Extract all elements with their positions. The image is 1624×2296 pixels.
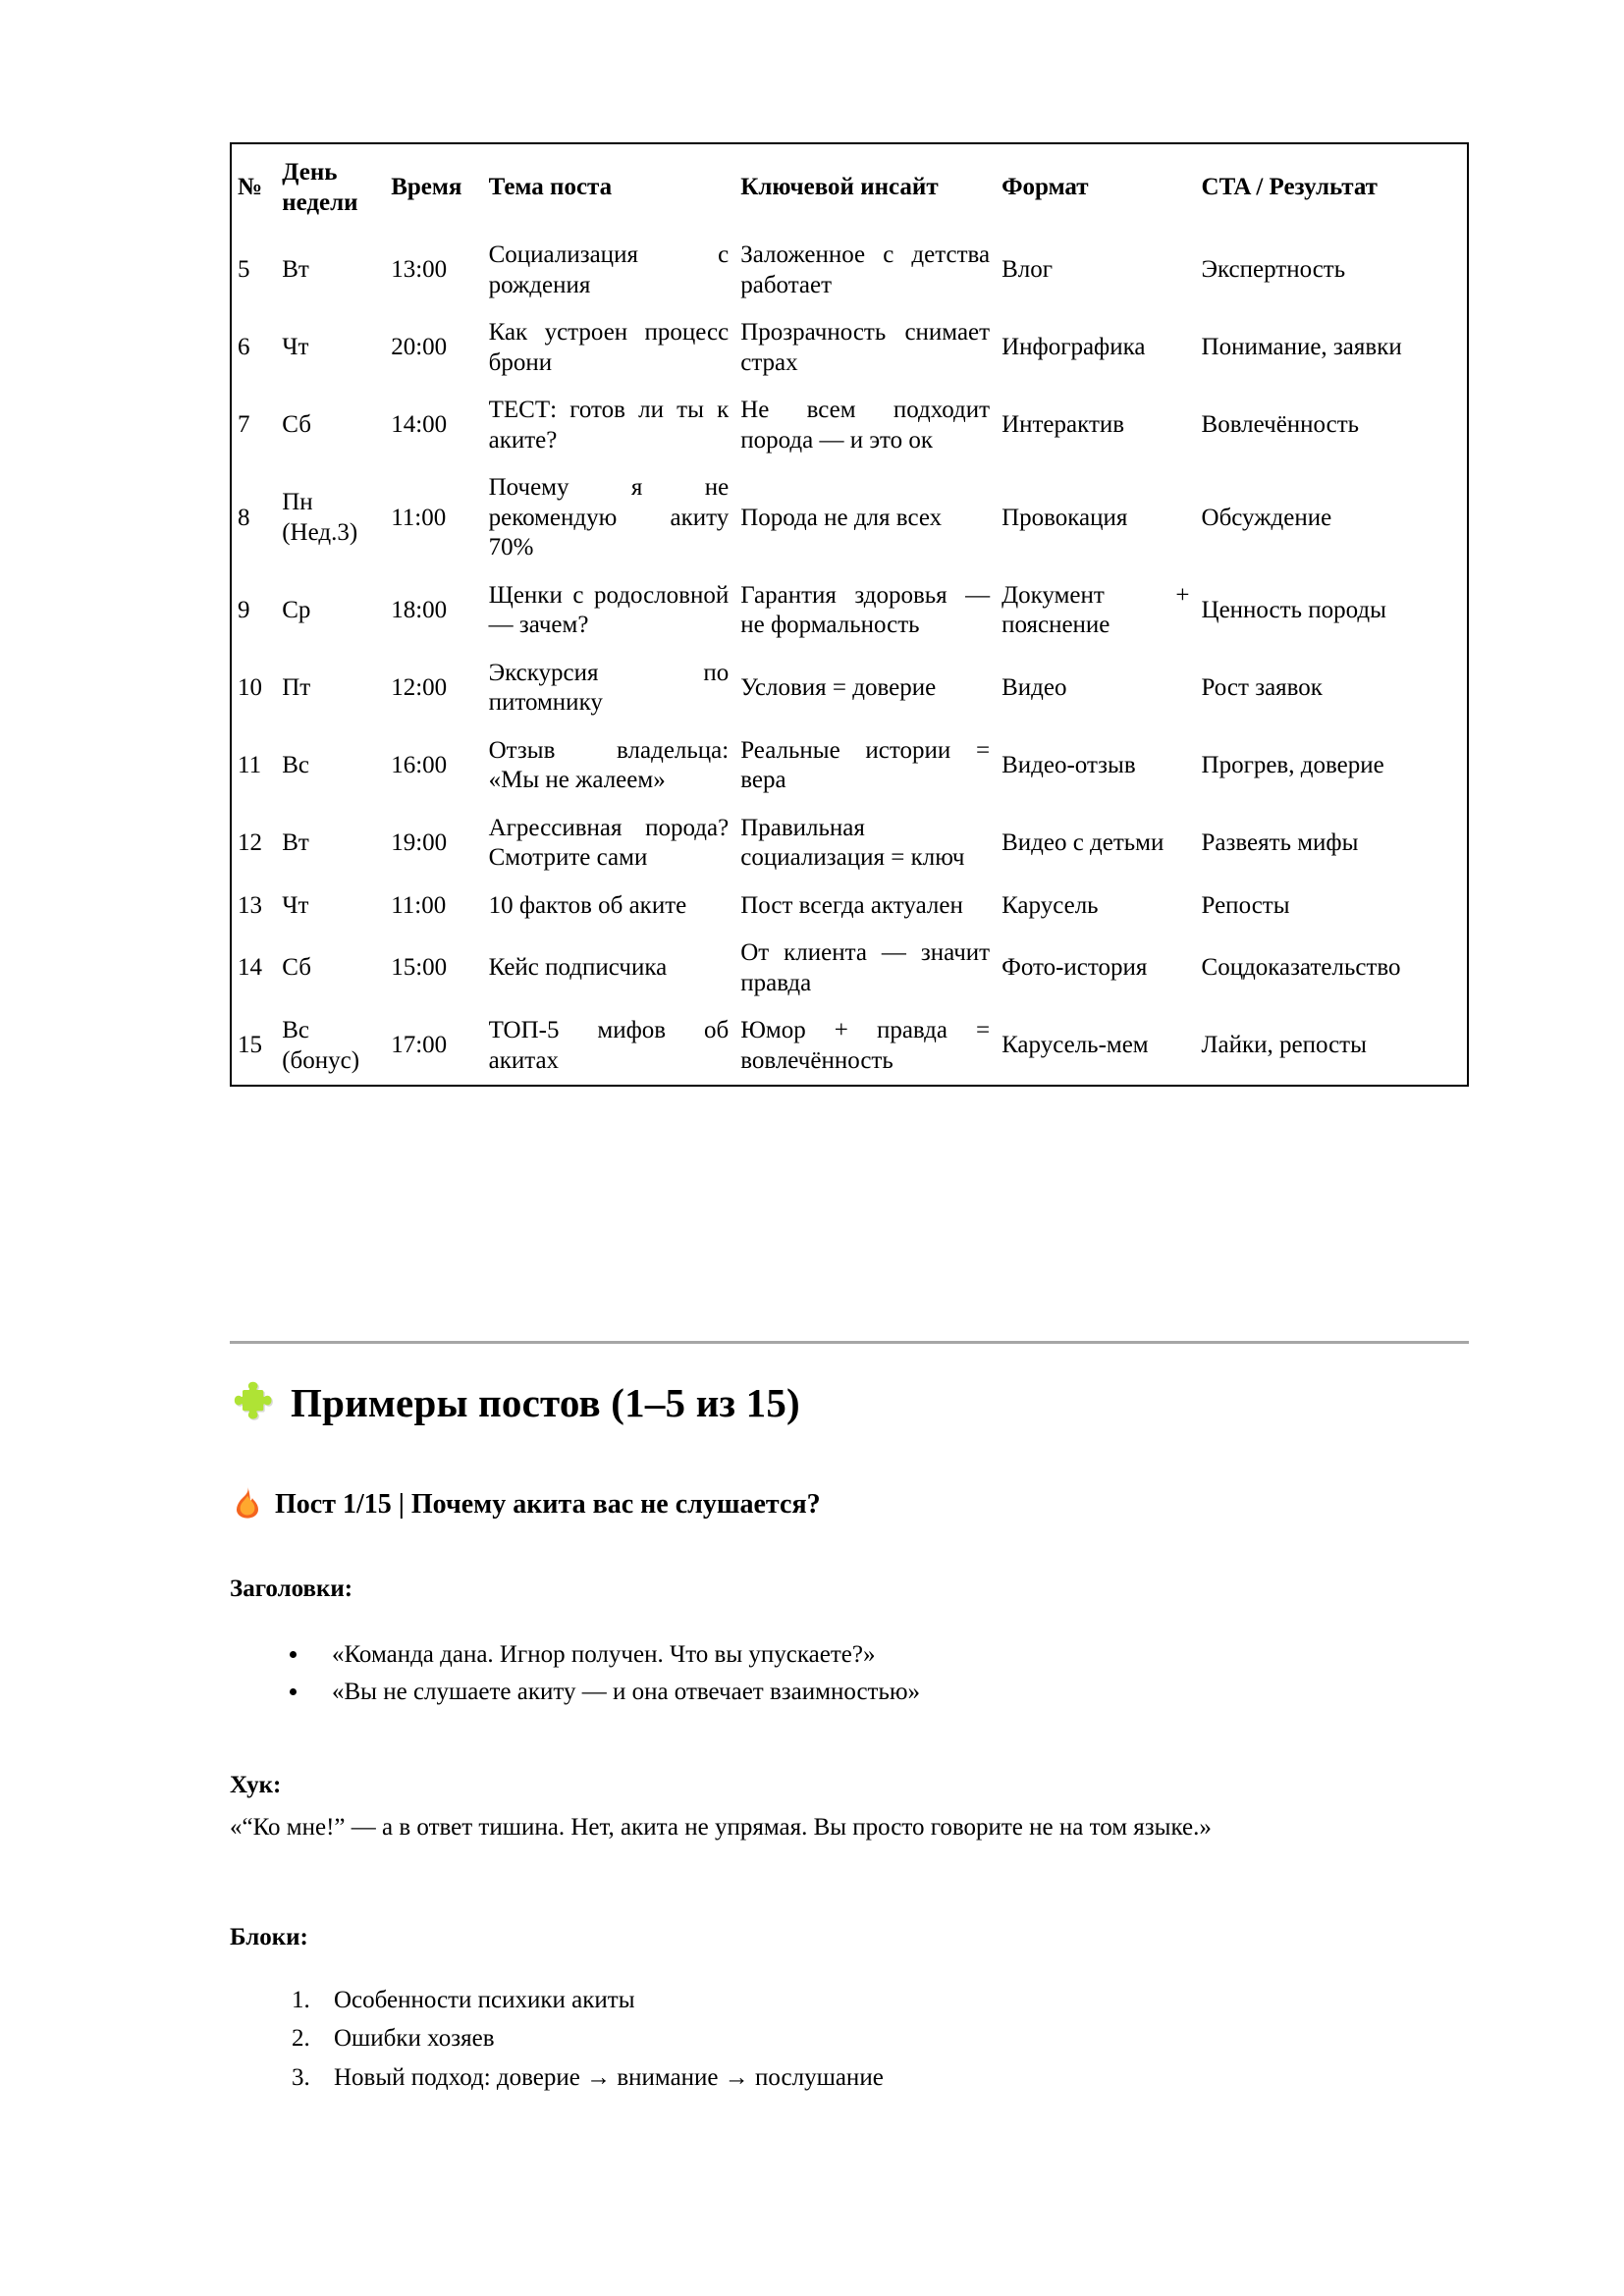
- cell-number: 9: [238, 596, 250, 623]
- cell-time: 12:00: [391, 673, 448, 701]
- cell-topic: Агрессивная порода? Смотрите сами: [488, 814, 730, 871]
- cell-format: Документ + пояснение: [1001, 581, 1190, 638]
- cell-topic: 10 фактов об аките: [488, 891, 687, 919]
- column-header-topic: Тема поста: [488, 174, 613, 201]
- blocks-label: Блоки:: [230, 1924, 308, 1950]
- cell-weekday: Сб: [282, 411, 311, 439]
- table-row: [231, 387, 1468, 464]
- column-header-insight: Ключевой инсайт: [740, 174, 939, 201]
- cell-weekday: Сб: [282, 954, 311, 982]
- cell-number: 15: [238, 1032, 262, 1059]
- cell-number: 10: [238, 673, 262, 701]
- cell-format: Видео с детьми: [1001, 828, 1164, 856]
- hook-label: Хук:: [230, 1772, 282, 1798]
- cell-number: 5: [238, 256, 250, 284]
- cell-weekday: Пн (Нед.3): [282, 489, 358, 546]
- cell-topic: ТЕСТ: готов ли ты к аките?: [488, 397, 730, 454]
- table-row: [231, 309, 1468, 387]
- cell-cta: Вовлечённость: [1201, 411, 1360, 439]
- cell-topic: Как устроен процесс брони: [488, 319, 730, 376]
- cell-time: 14:00: [391, 411, 448, 439]
- table-body: [231, 232, 1468, 1086]
- cell-number: 12: [238, 828, 262, 856]
- cell-insight: Гарантия здоровья — не формальность: [740, 581, 991, 638]
- cell-topic: Отзыв владельца: «Мы не жалеем»: [488, 736, 730, 793]
- cell-weekday: Чт: [282, 891, 309, 919]
- column-header-cta: CTA / Результат: [1201, 174, 1378, 201]
- cell-topic: ТОП-5 мифов об акитах: [488, 1017, 730, 1074]
- column-header-number: №: [238, 174, 263, 201]
- table-row: [231, 572, 1468, 650]
- cell-format: Карусель-мем: [1001, 1032, 1149, 1059]
- cell-time: 11:00: [391, 504, 447, 531]
- cell-insight: Не всем подходит порода — и это ок: [740, 397, 991, 454]
- cell-topic: Кейс подписчика: [488, 954, 668, 982]
- section-divider: [230, 1341, 1469, 1344]
- headlines-label: Заголовки:: [230, 1575, 353, 1602]
- column-header-time: Время: [391, 174, 462, 201]
- cell-format: Видео: [1001, 673, 1067, 701]
- table-row: [231, 805, 1468, 882]
- column-header-format: Формат: [1001, 174, 1089, 201]
- puzzle-piece-icon: [232, 1378, 275, 1426]
- cell-time: 11:00: [391, 891, 447, 919]
- table-row: [231, 464, 1468, 572]
- list-item: • «Вы не слушаете акиту — и она отвечает взаимностью»: [310, 1675, 920, 1710]
- cell-time: 20:00: [391, 334, 448, 361]
- cell-format: Инфографика: [1001, 334, 1146, 361]
- cell-weekday: Вс (бонус): [282, 1017, 360, 1074]
- cell-time: 15:00: [391, 954, 448, 982]
- cell-format: Интерактив: [1001, 411, 1125, 439]
- cell-cta: Экспертность: [1201, 256, 1346, 284]
- cell-time: 16:00: [391, 751, 448, 778]
- list-item: • «Команда дана. Игнор получен. Что вы упускаете?»: [310, 1637, 920, 1673]
- cell-weekday: Вт: [282, 256, 309, 284]
- table-header: [231, 143, 1468, 232]
- cell-topic: Социализация с рождения: [488, 241, 730, 298]
- cell-insight: Заложенное с детства работает: [740, 241, 991, 298]
- cell-format: Фото-история: [1001, 954, 1148, 982]
- blocks-list: [275, 1983, 884, 2099]
- cell-insight: Реальные истории = вера: [740, 736, 991, 793]
- cell-insight: Условия = доверие: [740, 673, 937, 701]
- cell-time: 17:00: [391, 1032, 448, 1059]
- flame-icon: [234, 1485, 261, 1523]
- table-row: [231, 930, 1468, 1007]
- table-row: [231, 727, 1468, 805]
- section-heading-text: Примеры постов (1–5 из 15): [291, 1379, 800, 1425]
- cell-cta: Прогрев, доверие: [1201, 751, 1384, 778]
- cell-time: 19:00: [391, 828, 448, 856]
- hook-text: «“Ко мне!” — а в ответ тишина. Нет, акита не упрямая. Вы просто говорите не на том языке.»: [230, 1814, 1212, 1841]
- content-schedule-table: [230, 142, 1469, 1087]
- cell-weekday: Чт: [282, 334, 309, 361]
- table-header-row: [231, 143, 1468, 232]
- table-row: [231, 650, 1468, 727]
- cell-topic: Экскурсия по питомнику: [488, 659, 730, 716]
- cell-weekday: Пт: [282, 673, 311, 701]
- table-row: [231, 232, 1468, 309]
- cell-number: 7: [238, 411, 250, 439]
- cell-weekday: Ср: [282, 596, 311, 623]
- cell-insight: Юмор + правда = вовлечённость: [740, 1017, 991, 1074]
- list-item: 3. Новый подход: доверие → внимание → послушание: [316, 2060, 884, 2096]
- cell-cta: Ценность породы: [1201, 596, 1386, 623]
- cell-format: Влог: [1001, 256, 1053, 284]
- cell-insight: Пост всегда актуален: [740, 891, 963, 919]
- cell-number: 11: [238, 751, 262, 778]
- cell-cta: Обсуждение: [1201, 504, 1332, 531]
- cell-insight: Прозрачность снимает страх: [740, 319, 991, 376]
- cell-cta: Понимание, заявки: [1201, 334, 1402, 361]
- table-row: [231, 1007, 1468, 1086]
- post-heading: [234, 1485, 821, 1523]
- cell-cta: Рост заявок: [1201, 673, 1323, 701]
- cell-format: Видео-отзыв: [1001, 751, 1136, 778]
- section-heading: [232, 1378, 800, 1426]
- cell-insight: Правильная социализация = ключ: [740, 814, 965, 871]
- list-item: 1. Особенности психики акиты: [316, 1983, 884, 2018]
- cell-weekday: Вс: [282, 751, 310, 778]
- cell-cta: Репосты: [1201, 891, 1290, 919]
- cell-cta: Лайки, репосты: [1201, 1032, 1367, 1059]
- cell-insight: Порода не для всех: [740, 504, 943, 531]
- content-schedule-table-wrapper: [230, 142, 1469, 1087]
- post-heading-text: Пост 1/15 | Почему акита вас не слушается?: [275, 1488, 821, 1520]
- cell-number: 14: [238, 954, 262, 982]
- cell-format: Карусель: [1001, 891, 1099, 919]
- cell-time: 18:00: [391, 596, 448, 623]
- cell-topic: Щенки с родословной — зачем?: [488, 581, 730, 638]
- table-row: [231, 882, 1468, 931]
- headlines-list: [275, 1637, 920, 1711]
- cell-time: 13:00: [391, 256, 448, 284]
- cell-format: Провокация: [1001, 504, 1128, 531]
- cell-weekday: Вт: [282, 828, 309, 856]
- cell-number: 6: [238, 334, 250, 361]
- cell-cta: Развеять мифы: [1201, 828, 1359, 856]
- column-header-weekday: День недели: [282, 159, 358, 216]
- cell-insight: От клиента — значит правда: [740, 939, 991, 996]
- cell-cta: Соцдоказательство: [1201, 954, 1401, 982]
- cell-number: 8: [238, 504, 250, 531]
- cell-number: 13: [238, 891, 262, 919]
- list-item: 2. Ошибки хозяев: [316, 2021, 884, 2056]
- cell-topic: Почему я не рекомендую акиту 70%: [488, 474, 730, 561]
